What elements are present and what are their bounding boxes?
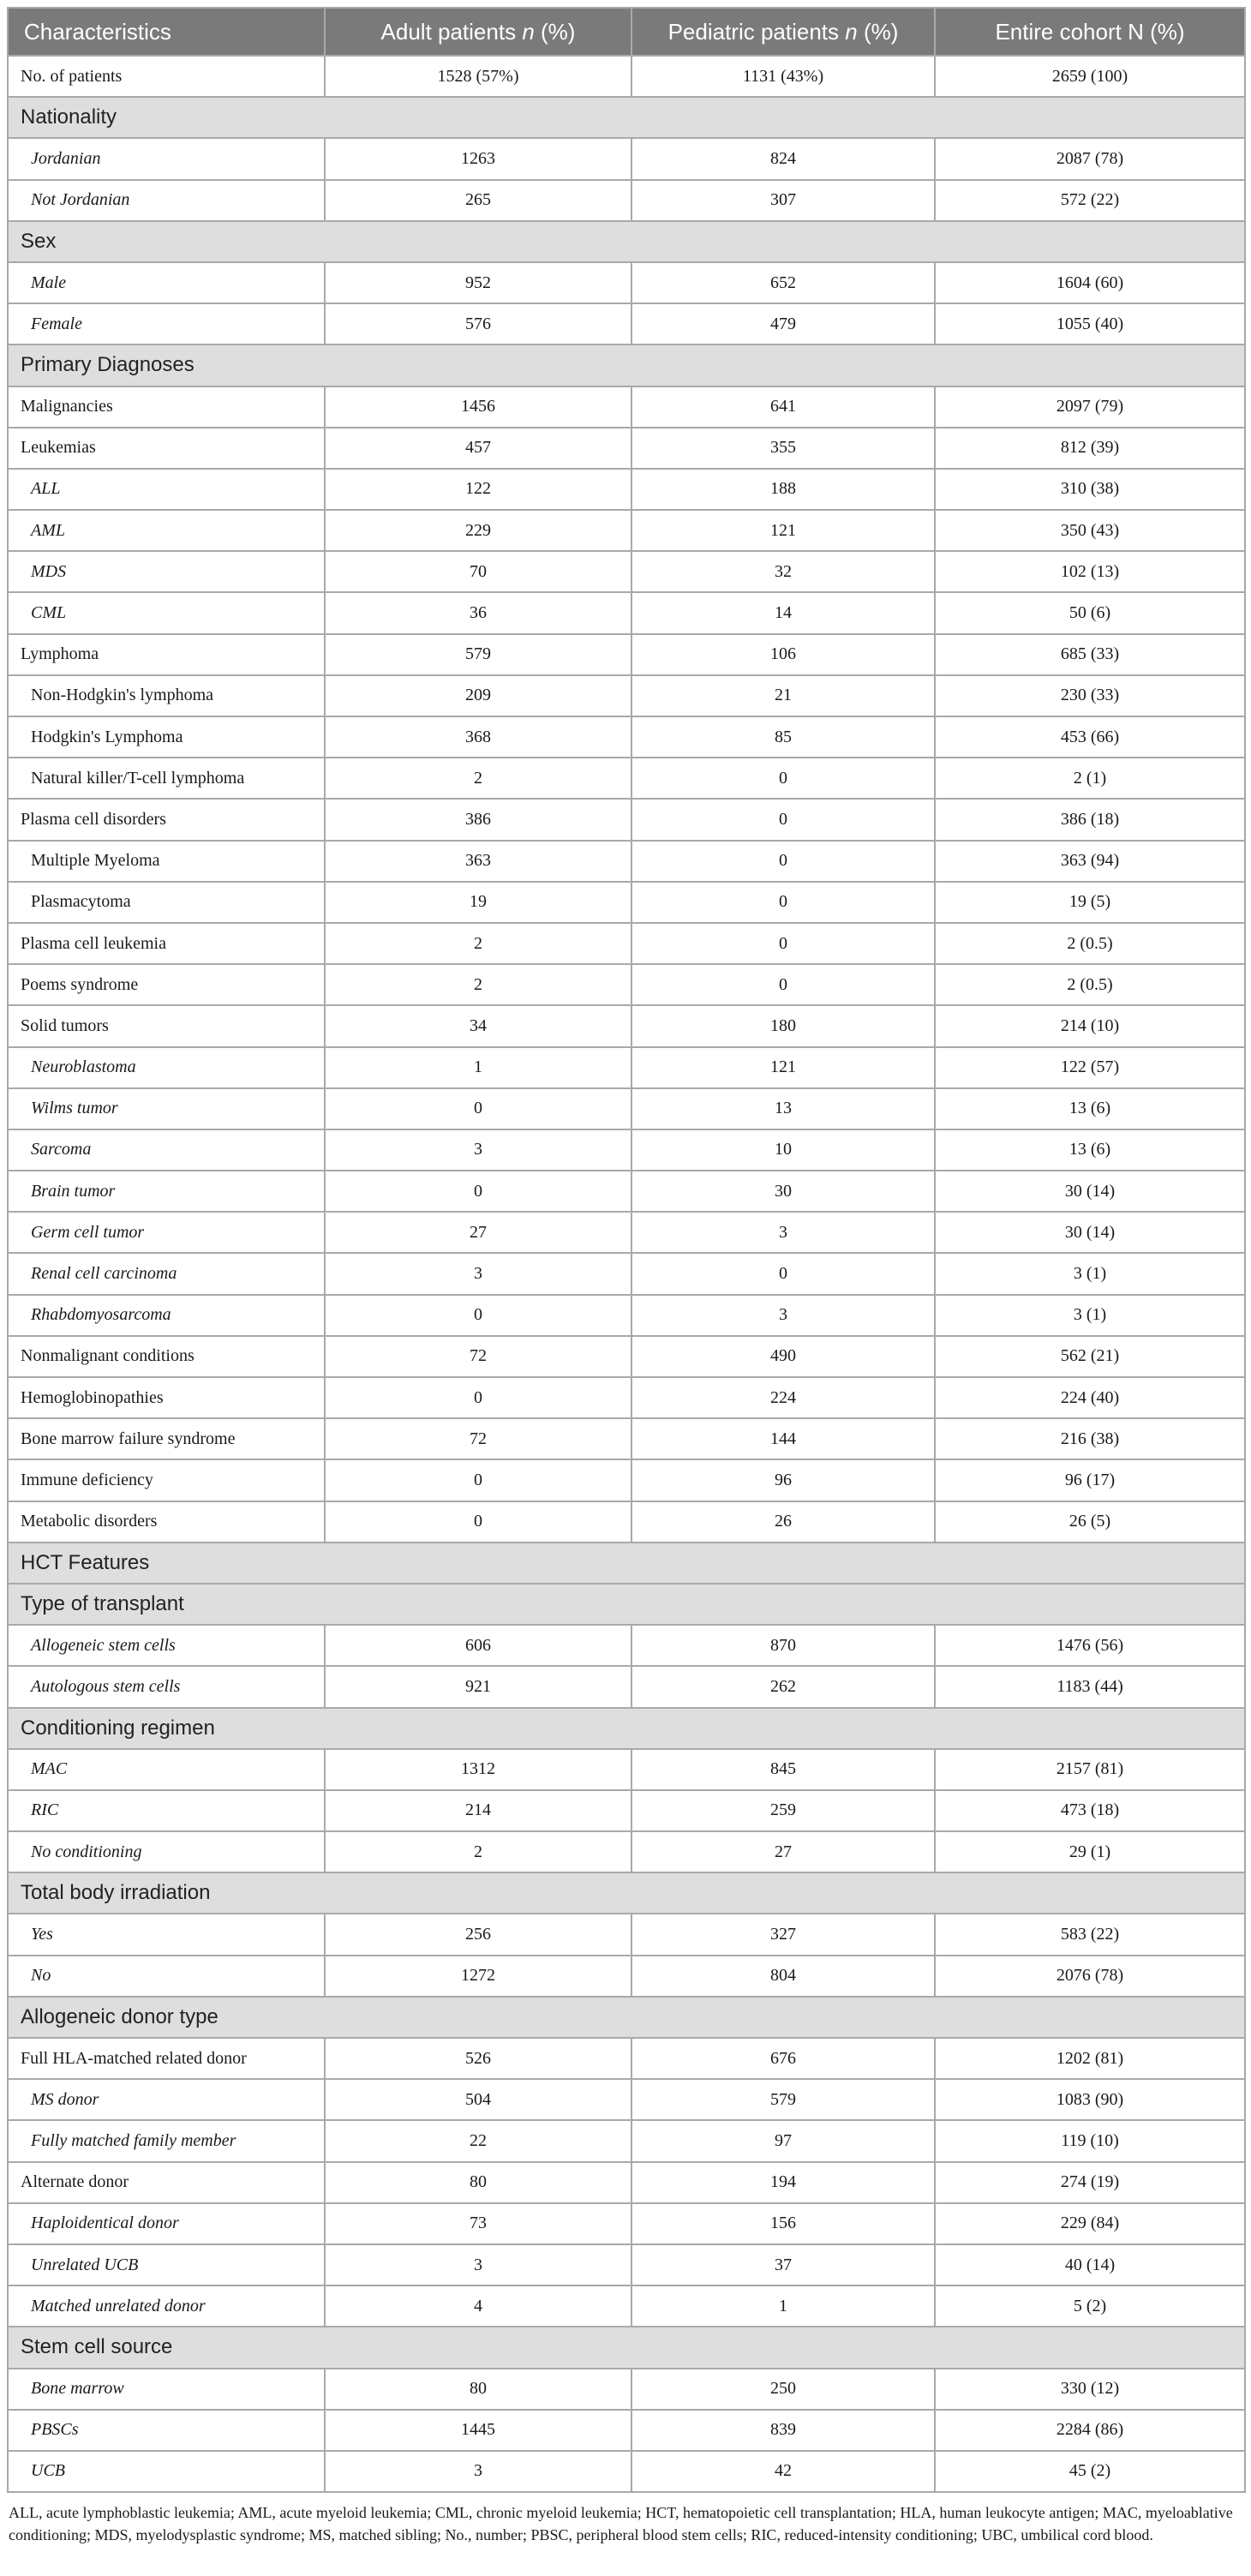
table-row	[8, 2203, 1245, 2244]
adult-value: 229	[325, 510, 631, 551]
adult-value: 1312	[325, 1749, 631, 1790]
table-row	[8, 1377, 1245, 1418]
pediatric-value: 0	[631, 882, 935, 923]
table-row	[8, 1088, 1245, 1129]
row-label: Plasmacytoma	[8, 882, 325, 923]
row-label: Autologous stem cells	[8, 1666, 325, 1707]
cohort-value: 2097 (79)	[935, 386, 1245, 428]
adult-value: 73	[325, 2203, 631, 2244]
cohort-value: 29 (1)	[935, 1831, 1245, 1872]
adult-value: 0	[325, 1459, 631, 1501]
cohort-value: 19 (5)	[935, 882, 1245, 923]
cohort-value: 216 (38)	[935, 1418, 1245, 1459]
cohort-value: 30 (14)	[935, 1212, 1245, 1253]
row-label: No conditioning	[8, 1831, 325, 1872]
pediatric-value: 121	[631, 1047, 935, 1088]
pediatric-value: 180	[631, 1005, 935, 1046]
pediatric-value: 30	[631, 1171, 935, 1212]
row-label: Poems syndrome	[8, 964, 325, 1005]
row-label: Neuroblastoma	[8, 1047, 325, 1088]
table-row	[8, 2369, 1245, 2410]
adult-value: 952	[325, 262, 631, 303]
row-label: Yes	[8, 1914, 325, 1955]
section-header-row	[8, 97, 1245, 138]
row-label: Leukemias	[8, 428, 325, 469]
cohort-value: 473 (18)	[935, 1790, 1245, 1831]
table-row	[8, 2162, 1245, 2203]
pediatric-value: 307	[631, 180, 935, 221]
pediatric-value: 0	[631, 758, 935, 799]
cohort-value: 96 (17)	[935, 1459, 1245, 1501]
pediatric-value: 97	[631, 2120, 935, 2161]
adult-value: 363	[325, 841, 631, 882]
table-row	[8, 2079, 1245, 2120]
cohort-value: 2 (0.5)	[935, 923, 1245, 964]
header-pediatric-label: Pediatric patients	[667, 18, 840, 45]
adult-value: 368	[325, 716, 631, 758]
header-pediatric-patients	[631, 8, 935, 56]
row-label: Bone marrow	[8, 2369, 325, 2410]
table-container	[7, 7, 1244, 2546]
adult-value: 3	[325, 2451, 631, 2492]
table-row	[8, 1253, 1245, 1294]
table-row	[8, 634, 1245, 675]
row-label: UCB	[8, 2451, 325, 2492]
table-row	[8, 882, 1245, 923]
row-label: Haploidentical donor	[8, 2203, 325, 2244]
row-label: Female	[8, 303, 325, 344]
cohort-value: 1476 (56)	[935, 1625, 1245, 1666]
cohort-value: 1055 (40)	[935, 303, 1245, 344]
header-adult-patients	[325, 8, 631, 56]
pediatric-value: 156	[631, 2203, 935, 2244]
section-header: HCT Features	[8, 1543, 1245, 1584]
adult-value: 526	[325, 2038, 631, 2079]
pediatric-value: 32	[631, 551, 935, 592]
cohort-value: 40 (14)	[935, 2244, 1245, 2285]
section-header: Total body irradiation	[8, 1872, 1245, 1914]
pediatric-value: 37	[631, 2244, 935, 2285]
table-row	[8, 56, 1245, 97]
row-label: Renal cell carcinoma	[8, 1253, 325, 1294]
cohort-value: 453 (66)	[935, 716, 1245, 758]
pediatric-value: 262	[631, 1666, 935, 1707]
pediatric-value: 3	[631, 1295, 935, 1336]
cohort-value: 13 (6)	[935, 1129, 1245, 1171]
pediatric-value: 0	[631, 923, 935, 964]
row-label: Non-Hodgkin's lymphoma	[8, 675, 325, 716]
row-label: Rhabdomyosarcoma	[8, 1295, 325, 1336]
row-label: Male	[8, 262, 325, 303]
cohort-value: 5 (2)	[935, 2285, 1245, 2327]
row-label: Not Jordanian	[8, 180, 325, 221]
cohort-value: 685 (33)	[935, 634, 1245, 675]
section-header-row	[8, 2327, 1245, 2368]
table-row	[8, 386, 1245, 428]
row-label: Plasma cell leukemia	[8, 923, 325, 964]
cohort-value: 2 (1)	[935, 758, 1245, 799]
pediatric-value: 188	[631, 469, 935, 510]
adult-value: 1263	[325, 138, 631, 179]
row-label: Brain tumor	[8, 1171, 325, 1212]
adult-value: 1445	[325, 2410, 631, 2451]
table-row	[8, 510, 1245, 551]
cohort-value: 26 (5)	[935, 1501, 1245, 1543]
cohort-value: 1183 (44)	[935, 1666, 1245, 1707]
table-row	[8, 1171, 1245, 1212]
section-header-row	[8, 1584, 1245, 1625]
adult-value: 1	[325, 1047, 631, 1088]
cohort-value: 2087 (78)	[935, 138, 1245, 179]
pediatric-value: 804	[631, 1956, 935, 1997]
table-row	[8, 1129, 1245, 1171]
adult-value: 214	[325, 1790, 631, 1831]
cohort-value: 1202 (81)	[935, 2038, 1245, 2079]
pediatric-value: 13	[631, 1088, 935, 1129]
adult-value: 0	[325, 1501, 631, 1543]
cohort-value: 310 (38)	[935, 469, 1245, 510]
section-header-row	[8, 1708, 1245, 1749]
adult-value: 921	[325, 1666, 631, 1707]
cohort-value: 45 (2)	[935, 2451, 1245, 2492]
adult-value: 0	[325, 1171, 631, 1212]
cohort-value: 572 (22)	[935, 180, 1245, 221]
pediatric-value: 1131 (43%)	[631, 56, 935, 97]
cohort-value: 1083 (90)	[935, 2079, 1245, 2120]
row-label: Alternate donor	[8, 2162, 325, 2203]
section-header: Nationality	[8, 97, 1245, 138]
table-header	[8, 8, 1245, 56]
row-label: No. of patients	[8, 56, 325, 97]
row-label: Multiple Myeloma	[8, 841, 325, 882]
adult-value: 2	[325, 923, 631, 964]
adult-value: 80	[325, 2162, 631, 2203]
table-row	[8, 1295, 1245, 1336]
table-row	[8, 262, 1245, 303]
adult-value: 457	[325, 428, 631, 469]
row-label: Allogeneic stem cells	[8, 1625, 325, 1666]
table-row	[8, 180, 1245, 221]
row-label: Wilms tumor	[8, 1088, 325, 1129]
row-label: RIC	[8, 1790, 325, 1831]
table-row	[8, 758, 1245, 799]
pediatric-value: 479	[631, 303, 935, 344]
pediatric-value: 327	[631, 1914, 935, 1955]
header-adult-label: Adult patients	[380, 18, 517, 45]
adult-value: 2	[325, 1831, 631, 1872]
pediatric-value: 0	[631, 1253, 935, 1294]
section-header-row	[8, 344, 1245, 386]
pediatric-value: 824	[631, 138, 935, 179]
table-row	[8, 1459, 1245, 1501]
pediatric-value: 0	[631, 841, 935, 882]
table-row	[8, 2244, 1245, 2285]
patient-characteristics-table	[7, 7, 1246, 2493]
pediatric-value: 0	[631, 799, 935, 840]
pediatric-value: 14	[631, 592, 935, 633]
pediatric-value: 42	[631, 2451, 935, 2492]
pediatric-value: 490	[631, 1336, 935, 1377]
pediatric-value: 579	[631, 2079, 935, 2120]
table-row	[8, 2410, 1245, 2451]
pediatric-value: 224	[631, 1377, 935, 1418]
pediatric-value: 10	[631, 1129, 935, 1171]
row-label: Fully matched family member	[8, 2120, 325, 2161]
table-row	[8, 2120, 1245, 2161]
table-row	[8, 923, 1245, 964]
table-row	[8, 1625, 1245, 1666]
cohort-value: 214 (10)	[935, 1005, 1245, 1046]
adult-value: 27	[325, 1212, 631, 1253]
row-label: Unrelated UCB	[8, 2244, 325, 2285]
row-label: CML	[8, 592, 325, 633]
row-label: Malignancies	[8, 386, 325, 428]
cohort-value: 2659 (100)	[935, 56, 1245, 97]
cohort-value: 3 (1)	[935, 1253, 1245, 1294]
table-row	[8, 1212, 1245, 1253]
cohort-value: 122 (57)	[935, 1047, 1245, 1088]
adult-value: 0	[325, 1295, 631, 1336]
cohort-value: 583 (22)	[935, 1914, 1245, 1955]
section-header: Stem cell source	[8, 2327, 1245, 2368]
adult-value: 19	[325, 882, 631, 923]
table-row	[8, 303, 1245, 344]
pediatric-value: 1	[631, 2285, 935, 2327]
cohort-value: 2157 (81)	[935, 1749, 1245, 1790]
cohort-value: 30 (14)	[935, 1171, 1245, 1212]
adult-value: 2	[325, 758, 631, 799]
pediatric-value: 870	[631, 1625, 935, 1666]
table-row	[8, 841, 1245, 882]
adult-value: 70	[325, 551, 631, 592]
row-label: Jordanian	[8, 138, 325, 179]
table-row	[8, 1005, 1245, 1046]
cohort-value: 229 (84)	[935, 2203, 1245, 2244]
cohort-value: 386 (18)	[935, 799, 1245, 840]
row-label: Nonmalignant conditions	[8, 1336, 325, 1377]
table-body	[8, 56, 1245, 2492]
table-row	[8, 2038, 1245, 2079]
row-label: Sarcoma	[8, 1129, 325, 1171]
pediatric-value: 652	[631, 262, 935, 303]
adult-value: 1456	[325, 386, 631, 428]
adult-value: 4	[325, 2285, 631, 2327]
table-row	[8, 1047, 1245, 1088]
section-header: Conditioning regimen	[8, 1708, 1245, 1749]
cohort-value: 1604 (60)	[935, 262, 1245, 303]
header-entire-cohort: Entire cohort N (%)	[935, 8, 1245, 56]
table-row	[8, 1956, 1245, 1997]
cohort-value: 2076 (78)	[935, 1956, 1245, 1997]
header-characteristics: Characteristics	[8, 8, 325, 56]
table-footnote: ALL, acute lymphoblastic leukemia; AML, acute myeloid leukemia; CML, chronic myeloid leukemia; HCT, hematopoietic cell transplantation; HLA, human leukocyte antigen; MAC, myeloablative conditioning; MDS, myelodysplastic syndrome; MS, matched sibling; No., number; PBSC, peripheral blood stem cells; RIC, reduced-intensity conditioning; UBC, umbilical cord blood.	[9, 2504, 1233, 2544]
adult-value: 579	[325, 634, 631, 675]
pediatric-value: 839	[631, 2410, 935, 2451]
table-row	[8, 1336, 1245, 1377]
table-row	[8, 716, 1245, 758]
table-row	[8, 1914, 1245, 1955]
table-row	[8, 964, 1245, 1005]
header-adult-n: n	[522, 18, 535, 45]
table-row	[8, 469, 1245, 510]
section-header: Type of transplant	[8, 1584, 1245, 1625]
cohort-value: 274 (19)	[935, 2162, 1245, 2203]
pediatric-value: 26	[631, 1501, 935, 1543]
section-header: Allogeneic donor type	[8, 1997, 1245, 2038]
section-header-row	[8, 221, 1245, 262]
adult-value: 504	[325, 2079, 631, 2120]
cohort-value: 13 (6)	[935, 1088, 1245, 1129]
row-label: Matched unrelated donor	[8, 2285, 325, 2327]
section-header-row	[8, 1872, 1245, 1914]
section-header: Sex	[8, 221, 1245, 262]
adult-value: 3	[325, 1129, 631, 1171]
table-row	[8, 592, 1245, 633]
adult-value: 2	[325, 964, 631, 1005]
adult-value: 3	[325, 2244, 631, 2285]
pediatric-value: 676	[631, 2038, 935, 2079]
adult-value: 0	[325, 1377, 631, 1418]
cohort-value: 224 (40)	[935, 1377, 1245, 1418]
adult-value: 36	[325, 592, 631, 633]
adult-value: 265	[325, 180, 631, 221]
cohort-value: 2284 (86)	[935, 2410, 1245, 2451]
cohort-value: 2 (0.5)	[935, 964, 1245, 1005]
table-row	[8, 551, 1245, 592]
table-row	[8, 138, 1245, 179]
adult-value: 1528 (57%)	[325, 56, 631, 97]
adult-value: 209	[325, 675, 631, 716]
cohort-value: 363 (94)	[935, 841, 1245, 882]
pediatric-value: 259	[631, 1790, 935, 1831]
row-label: No	[8, 1956, 325, 1997]
row-label: AML	[8, 510, 325, 551]
section-header-row	[8, 1997, 1245, 2038]
pediatric-value: 144	[631, 1418, 935, 1459]
row-label: Natural killer/T-cell lymphoma	[8, 758, 325, 799]
cohort-value: 812 (39)	[935, 428, 1245, 469]
pediatric-value: 21	[631, 675, 935, 716]
adult-value: 72	[325, 1336, 631, 1377]
cohort-value: 50 (6)	[935, 592, 1245, 633]
adult-value: 576	[325, 303, 631, 344]
pediatric-value: 250	[631, 2369, 935, 2410]
section-header-row	[8, 1543, 1245, 1584]
table-row	[8, 428, 1245, 469]
table-row	[8, 1501, 1245, 1543]
cohort-value: 119 (10)	[935, 2120, 1245, 2161]
table-row	[8, 2285, 1245, 2327]
cohort-value: 562 (21)	[935, 1336, 1245, 1377]
row-label: Plasma cell disorders	[8, 799, 325, 840]
pediatric-value: 85	[631, 716, 935, 758]
header-pediatric-n: n	[845, 18, 858, 45]
row-label: Germ cell tumor	[8, 1212, 325, 1253]
adult-value: 386	[325, 799, 631, 840]
pediatric-value: 355	[631, 428, 935, 469]
pediatric-value: 0	[631, 964, 935, 1005]
row-label: Bone marrow failure syndrome	[8, 1418, 325, 1459]
adult-value: 34	[325, 1005, 631, 1046]
cohort-value: 350 (43)	[935, 510, 1245, 551]
pediatric-value: 194	[631, 2162, 935, 2203]
table-row	[8, 675, 1245, 716]
row-label: Solid tumors	[8, 1005, 325, 1046]
row-label: PBSCs	[8, 2410, 325, 2451]
row-label: Hodgkin's Lymphoma	[8, 716, 325, 758]
adult-value: 122	[325, 469, 631, 510]
adult-value: 0	[325, 1088, 631, 1129]
row-label: Hemoglobinopathies	[8, 1377, 325, 1418]
cohort-value: 230 (33)	[935, 675, 1245, 716]
row-label: MDS	[8, 551, 325, 592]
adult-value: 72	[325, 1418, 631, 1459]
table-row	[8, 1749, 1245, 1790]
cohort-value: 3 (1)	[935, 1295, 1245, 1336]
adult-value: 606	[325, 1625, 631, 1666]
table-row	[8, 1418, 1245, 1459]
header-pediatric-suffix: (%)	[857, 18, 899, 45]
adult-value: 256	[325, 1914, 631, 1955]
pediatric-value: 3	[631, 1212, 935, 1253]
adult-value: 1272	[325, 1956, 631, 1997]
pediatric-value: 121	[631, 510, 935, 551]
section-header: Primary Diagnoses	[8, 344, 1245, 386]
row-label: ALL	[8, 469, 325, 510]
row-label: Immune deficiency	[8, 1459, 325, 1501]
pediatric-value: 106	[631, 634, 935, 675]
header-adult-suffix: (%)	[534, 18, 576, 45]
adult-value: 80	[325, 2369, 631, 2410]
cohort-value: 102 (13)	[935, 551, 1245, 592]
table-row	[8, 799, 1245, 840]
pediatric-value: 27	[631, 1831, 935, 1872]
adult-value: 3	[325, 1253, 631, 1294]
row-label: Lymphoma	[8, 634, 325, 675]
row-label: MS donor	[8, 2079, 325, 2120]
table-row	[8, 1666, 1245, 1707]
pediatric-value: 96	[631, 1459, 935, 1501]
row-label: Full HLA-matched related donor	[8, 2038, 325, 2079]
row-label: MAC	[8, 1749, 325, 1790]
table-row	[8, 1831, 1245, 1872]
pediatric-value: 845	[631, 1749, 935, 1790]
table-row	[8, 1790, 1245, 1831]
row-label: Metabolic disorders	[8, 1501, 325, 1543]
header-row	[8, 8, 1245, 56]
cohort-value: 330 (12)	[935, 2369, 1245, 2410]
pediatric-value: 641	[631, 386, 935, 428]
adult-value: 22	[325, 2120, 631, 2161]
table-row	[8, 2451, 1245, 2492]
